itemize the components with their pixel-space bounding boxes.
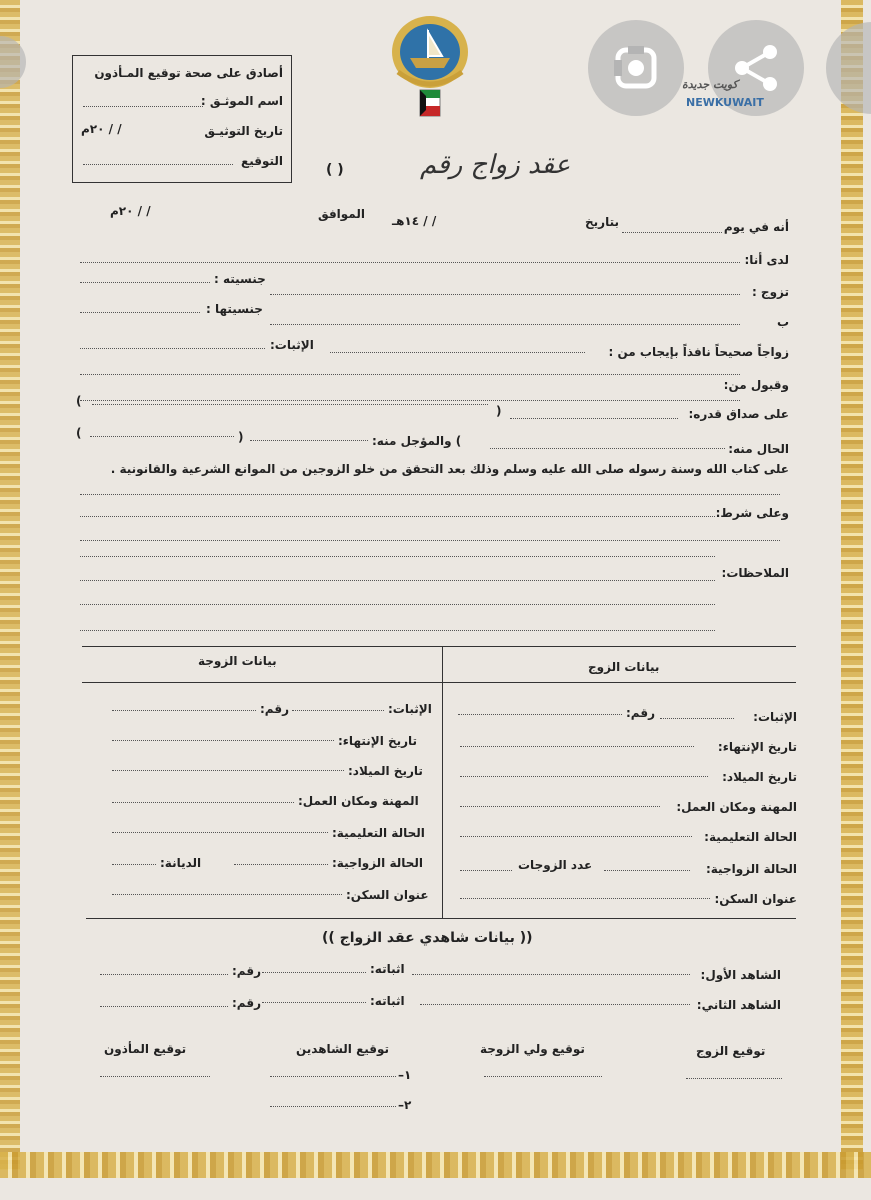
groom-expiry: تاريخ الإنتهاء: xyxy=(717,740,797,754)
deferred-paren-open: ( xyxy=(238,430,244,444)
witness2-number: رقم: xyxy=(232,996,261,1010)
bride-birth: تاريخ الميلاد: xyxy=(348,764,423,778)
groom-education: الحالة التعليمية: xyxy=(704,830,797,844)
sig-maazoun: توقيع المأذون xyxy=(104,1042,187,1056)
dowry-paren-open: ( xyxy=(496,404,502,418)
gold-border-right xyxy=(841,0,863,1170)
valid-marriage-label: زواجاً صحيحاً نافذاً بإيجاب من : xyxy=(608,345,789,359)
prev-nav-button[interactable] xyxy=(0,36,26,88)
dowry-label: على صداق قدره: xyxy=(688,407,789,421)
stamp-line3: تاريخ التوثيـق xyxy=(204,124,283,138)
gold-border-left xyxy=(0,0,20,1170)
sig-witness2: ٢– xyxy=(398,1098,412,1112)
nationality-m-label: جنسيته : xyxy=(214,272,266,286)
notary-stamp-box xyxy=(72,55,292,183)
witnesses-heading: (( بيانات شاهدي عقد الزواج )) xyxy=(322,930,533,946)
bride-heading: بيانات الزوجة xyxy=(198,654,277,668)
witness1-number: رقم: xyxy=(232,964,261,978)
day-label: أنه في يوم xyxy=(723,220,789,234)
gold-border-bottom xyxy=(0,1152,871,1178)
bride-marital: الحالة الزواجية: xyxy=(332,856,424,870)
stamp-date: / / ٢٠م xyxy=(81,122,122,136)
witness2-proof: اثباته: xyxy=(370,994,405,1008)
b-label: ب xyxy=(776,315,789,329)
accept-from-label: وقبول من: xyxy=(723,378,789,392)
deferred-label: ) والمؤجل منه: xyxy=(372,434,462,448)
agreed-label: الموافق xyxy=(318,207,365,221)
sharia-statement: على كتاب الله وسنة رسوله صلى الله عليه وسلم وذلك بعد التحقق من خلو الزوجين من الموانع الشرعية والقانونية . xyxy=(110,462,789,476)
groom-address: عنوان السكن: xyxy=(714,892,797,906)
contract-title: عقد زواج رقم xyxy=(420,150,571,180)
sig-groom: توقيع الزوج xyxy=(696,1044,766,1058)
stamp-line4: التوقيع xyxy=(241,154,283,168)
groom-heading: بيانات الزوج xyxy=(588,660,660,674)
proof-label: الإثبات: xyxy=(270,338,314,352)
before-me-label: لدى أنا: xyxy=(744,253,789,267)
witness2-label: الشاهد الثاني: xyxy=(696,998,781,1012)
stamp-line1: أصادق على صحة توقيع المـأذون xyxy=(94,66,283,80)
bride-education: الحالة التعليمية: xyxy=(332,826,425,840)
witness1-label: الشاهد الأول: xyxy=(700,968,781,982)
deferred-paren-close: ) xyxy=(76,426,82,440)
date-label: بتاريخ xyxy=(585,215,619,229)
nationality-f-label: جنسيتها : xyxy=(206,302,263,316)
bride-proof: الإثبات: xyxy=(388,702,432,716)
notes-label: الملاحظات: xyxy=(721,566,789,580)
greg-date: / / ٢٠م xyxy=(110,204,151,218)
sig-guardian: توقيع ولي الزوجة xyxy=(480,1042,585,1056)
hijri-date: / / ١٤هـ xyxy=(392,214,437,228)
brand-arabic: كويت جديدة xyxy=(682,78,738,91)
bride-job: المهنة ومكان العمل: xyxy=(298,794,419,808)
bride-number: رقم: xyxy=(260,702,289,716)
bride-expiry: تاريخ الإنتهاء: xyxy=(338,734,418,748)
sig-witnesses: توقيع الشاهدين xyxy=(296,1042,390,1056)
dowry-paren-close: ) xyxy=(76,394,82,408)
bride-address: عنوان السكن: xyxy=(346,888,429,902)
title-number-paren: ( ) xyxy=(326,162,344,178)
next-nav-button[interactable] xyxy=(826,22,871,114)
witness1-proof: اثباته: xyxy=(370,962,405,976)
condition-label: وعلى شرط: xyxy=(715,506,789,520)
kuwait-emblem-icon xyxy=(388,12,472,120)
groom-job: المهنة ومكان العمل: xyxy=(676,800,797,814)
bride-religion: الديانة: xyxy=(160,856,202,870)
groom-wives: عدد الزوجات xyxy=(518,858,593,872)
sig-witness1: ١– xyxy=(398,1068,412,1082)
brand-english: NEWKUWAIT xyxy=(686,96,764,109)
married-label: تزوج : xyxy=(751,285,789,299)
groom-number: رقم: xyxy=(626,706,655,720)
lens-icon xyxy=(588,20,684,116)
stamp-line2: اسم الموثـق : xyxy=(200,94,283,108)
groom-marital: الحالة الزواجية: xyxy=(705,862,797,876)
groom-birth: تاريخ الميلاد: xyxy=(722,770,797,784)
lens-button[interactable] xyxy=(588,20,684,116)
groom-proof: الإثبات: xyxy=(753,710,797,724)
present-label: الحال منه: xyxy=(728,442,789,456)
